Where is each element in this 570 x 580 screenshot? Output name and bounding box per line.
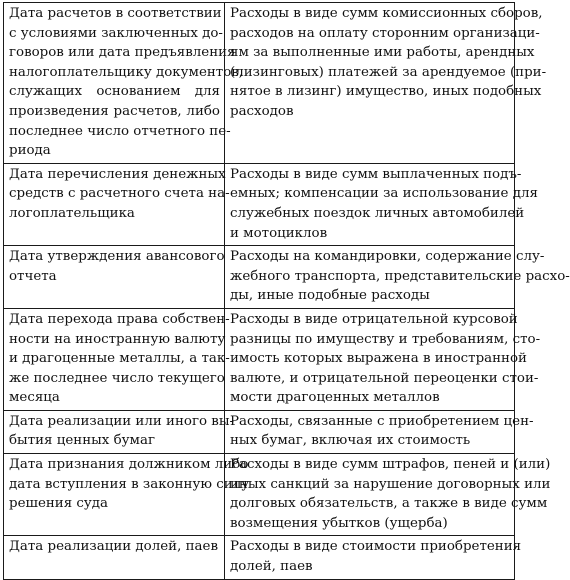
cell-text-line: бытия ценных бумаг bbox=[9, 433, 155, 449]
expense-type-cell bbox=[225, 246, 570, 309]
cell-text-line: логоплательщика bbox=[9, 205, 135, 221]
expense-type-cell bbox=[225, 410, 534, 453]
cell-text-line: Расходы в виде сумм комиссионных сборов, bbox=[230, 6, 543, 21]
cell-text-line: Дата признания должником либо bbox=[9, 457, 249, 473]
cell-text-line: Дата расчетов в соответствии bbox=[9, 6, 222, 21]
cell-text-line: и драгоценные металлы, а так- bbox=[9, 351, 230, 367]
expense-recognition-table bbox=[3, 2, 570, 580]
cell-text-line: решения суда bbox=[9, 496, 109, 512]
cell-text-line: разницы по имуществу и требованиям, сто- bbox=[230, 331, 541, 347]
expense-type-cell bbox=[225, 454, 551, 536]
cell-text-line: мости драгоценных металлов bbox=[230, 390, 440, 406]
cell-text-line: нятое в лизинг) имущество, иных подобных bbox=[230, 84, 542, 100]
cell-text-line: служащих основанием для bbox=[9, 84, 220, 100]
cell-text-line: Дата перечисления денежных bbox=[9, 166, 226, 182]
cell-text-line: произведения расчетов, либо bbox=[9, 103, 220, 119]
table-row bbox=[4, 410, 515, 453]
cell-text-line: Расходы, связанные с приобретением цен- bbox=[230, 413, 534, 429]
cell-text-line: Расходы в виде сумм штрафов, пеней и (или) bbox=[230, 457, 551, 473]
cell-text-line: Дата перехода права собствен- bbox=[9, 311, 230, 327]
cell-text-line: средств с расчетного счета на- bbox=[9, 186, 230, 202]
cell-text-line: с условиями заключенных до- bbox=[9, 25, 223, 41]
table-row bbox=[4, 246, 515, 309]
cell-text-line: ности на иностранную валюту bbox=[9, 331, 226, 347]
table-row bbox=[4, 3, 515, 164]
recognition-date-cell bbox=[4, 308, 230, 410]
cell-text-line: служебных поездок личных автомобилей bbox=[230, 205, 525, 221]
cell-text-line: налогоплательщику документов, bbox=[9, 64, 244, 80]
cell-text-line: Расходы в виде стоимости приобретения bbox=[230, 539, 522, 555]
expense-type-cell bbox=[225, 308, 541, 410]
cell-text-line: расходов на оплату сторонним организаци- bbox=[230, 25, 540, 41]
table-row bbox=[4, 308, 515, 410]
recognition-date-cell bbox=[4, 410, 235, 453]
cell-text-line: говоров или дата предъявления bbox=[9, 45, 236, 61]
cell-text-line: расходов bbox=[230, 103, 294, 119]
cell-text-line: отчета bbox=[9, 268, 57, 284]
cell-text-line: долей, паев bbox=[230, 559, 313, 575]
cell-text-line: Дата реализации долей, паев bbox=[9, 539, 218, 555]
cell-text-line: имость которых выражена в иностранной bbox=[230, 351, 527, 367]
recognition-date-cell bbox=[4, 246, 225, 309]
recognition-date-cell bbox=[4, 163, 230, 245]
cell-text-line: Расходы в виде отрицательной курсовой bbox=[230, 311, 518, 327]
cell-text-line: Расходы в виде сумм выплаченных подъ- bbox=[230, 166, 522, 182]
expense-type-cell bbox=[225, 3, 547, 164]
cell-text-line: валюте, и отрицательной переоценки стои- bbox=[230, 370, 539, 386]
cell-text-line: возмещения убытков (ущерба) bbox=[230, 515, 448, 531]
recognition-date-cell bbox=[4, 536, 225, 579]
cell-text-line: же последнее число текущего bbox=[9, 370, 225, 386]
table-row bbox=[4, 536, 515, 579]
cell-text-line: ды, иные подобные расходы bbox=[230, 288, 430, 304]
cell-text-line: и мотоциклов bbox=[230, 225, 328, 241]
cell-text-line: ям за выполненные ими работы, арендных bbox=[230, 45, 535, 61]
cell-text-line: дата вступления в законную силу bbox=[9, 476, 250, 492]
cell-text-line: емных; компенсации за использование для bbox=[230, 186, 538, 202]
cell-text-line: риода bbox=[9, 143, 51, 159]
cell-text-line: (лизинговых) платежей за арендуемое (при- bbox=[230, 64, 547, 80]
cell-text-line: Дата реализации или иного вы- bbox=[9, 413, 235, 429]
cell-text-line: жебного транспорта, представительские расхо- bbox=[230, 268, 570, 284]
recognition-date-cell bbox=[4, 454, 250, 536]
cell-text-line: месяца bbox=[9, 390, 60, 406]
table-row bbox=[4, 163, 515, 245]
cell-text-line: Расходы на командировки, содержание слу- bbox=[230, 249, 545, 265]
cell-text-line: последнее число отчетного пе- bbox=[9, 123, 231, 139]
cell-text-line: Дата утверждения авансового bbox=[9, 249, 225, 265]
expense-type-cell bbox=[225, 536, 522, 579]
cell-text-line: ных бумаг, включая их стоимость bbox=[230, 433, 471, 449]
expense-type-cell bbox=[225, 163, 538, 245]
table-row bbox=[4, 454, 515, 536]
cell-text-line: долговых обязательств, а также в виде сумм bbox=[230, 496, 548, 512]
cell-text-line: иных санкций за нарушение договорных или bbox=[230, 476, 551, 492]
table-body bbox=[4, 3, 570, 580]
recognition-date-cell bbox=[4, 3, 244, 164]
